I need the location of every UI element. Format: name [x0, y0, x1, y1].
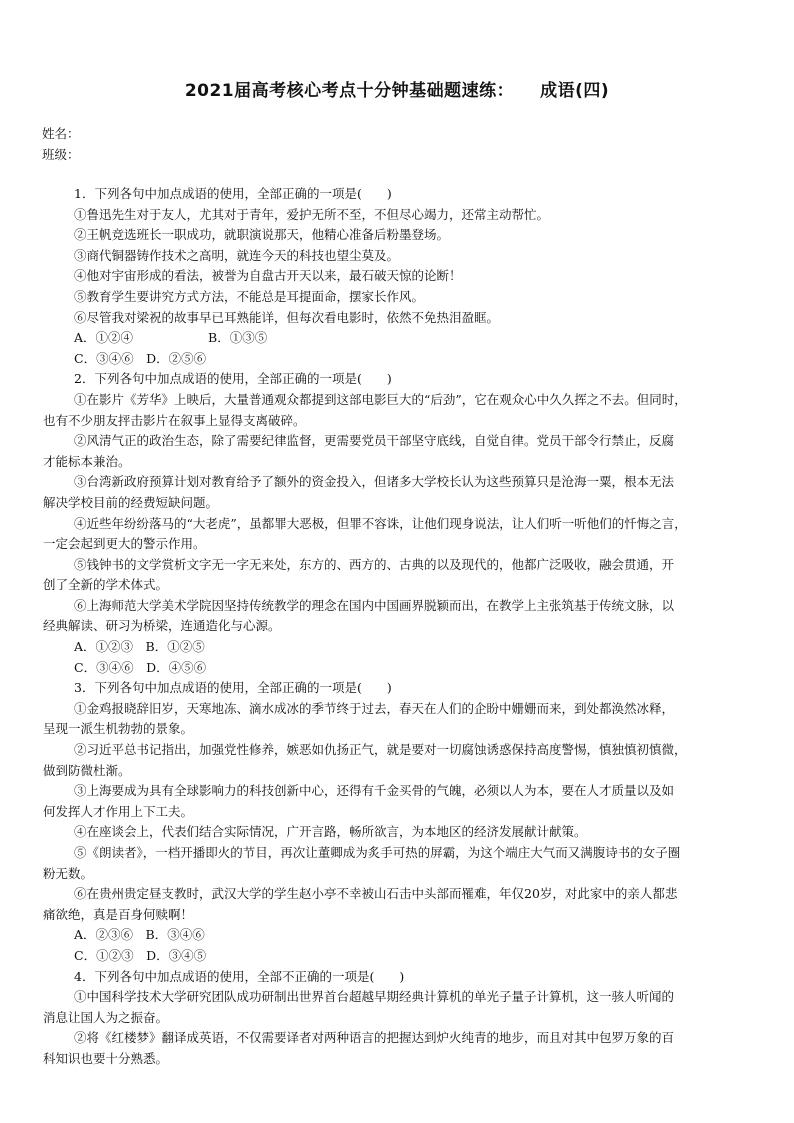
q2-sentence-4-cont: 一定会起到更大的警示作用。 — [43, 536, 206, 552]
q3-options-cd: C．①②③ D．③④⑤ — [74, 947, 207, 963]
q3-sentence-4: ④在座谈会上，代表们结合实际情况，广开言路，畅所欲言，为本地区的经济发展献计献策。 — [74, 824, 587, 840]
q3-sentence-5: ⑤《朗读者》，一档开播即火的节目，再次让董卿成为炙手可热的屏霸，为这个端庄大气而又满腹诗书的女子圈 — [74, 845, 681, 860]
q2-sentence-1-cont: 也有不少朋友抨击影片在叙事上显得支离破碎。 — [43, 412, 306, 428]
name-label: 姓名： — [42, 126, 80, 141]
q2-sentence-2-cont: 才能标本兼治。 — [43, 453, 131, 469]
class-label: 班级： — [42, 147, 80, 162]
q2-sentence-3: ③台湾新政府预算计划对教育给予了额外的资金投入，但诸多大学校长认为这些预算只是沧海一粟，根本无法 — [74, 474, 675, 490]
q2-options-ab: A．①②③ B．①②⑤ — [74, 639, 205, 655]
q2-sentence-5: ⑤钱钟书的文学赏析文字无一字无来处，东方的、西方的、古典的以及现代的，他都广泛吸收，融会贯通，开 — [74, 556, 675, 572]
student-info — [42, 123, 80, 165]
q1-sentence-2: ②王帆竞选班长一职成功，就职演说那天，他精心准备后粉墨登场。 — [74, 227, 450, 243]
q3-options-ab: A．②③⑥ B．③④⑥ — [74, 927, 205, 943]
page-title — [0, 76, 794, 101]
q3-sentence-6: ⑥在贵州贵定昼支教时，武汉大学的学生赵小亭不幸被山石击中头部而罹难，年仅20岁，对此家中的亲人都悲 — [74, 886, 678, 902]
q3-sentence-2-cont: 做到防微杜渐。 — [43, 762, 131, 778]
q4-sentence-2: ②将《红楼梦》翻译成英语，不仅需要译者对两种语言的把握达到炉火纯青的地步，而且对其中包罗万象的百 — [74, 1030, 675, 1046]
q1-sentence-1: ①鲁迅先生对于友人，尤其对于青年，爱护无所不至，不但尽心竭力，还常主动帮忙。 — [74, 206, 550, 222]
q4-sentence-1: ①中国科学技术大学研究团队成功研制出世界首台超越早期经典计算机的单光子量子计算机，这一骇人听闻的 — [74, 989, 675, 1005]
q2-sentence-6: ⑥上海师范大学美术学院因坚持传统教学的理念在国内中国画界脱颖而出，在教学上主张筑基于传统文脉，以 — [74, 597, 675, 613]
q2-sentence-2: ②风清气正的政治生态，除了需要纪律监督，更需要党员干部坚守底线，自觉自律。党员干部令行禁止，反腐 — [74, 433, 675, 449]
q3-sentence-1-cont: 呈现一派生机勃勃的景象。 — [43, 721, 194, 737]
q3-sentence-6-cont: 痛欲绝，真是百身何赎啊！ — [43, 906, 194, 922]
q3-sentence-2: ②习近平总书记指出，加强党性修养，嫉恶如仇扬正气，就是要对一切腐蚀诱惑保持高度警惕，慎独慎初慎微， — [74, 742, 687, 758]
question-3-stem: 3．下列各句中加点成语的使用，全部正确的一项是( ) — [74, 680, 392, 696]
q2-options-cd: C．③④⑥ D．④⑤⑥ — [74, 659, 207, 675]
q1-sentence-3: ③商代铜器铸作技术之高明，就连今天的科技也望尘莫及。 — [74, 247, 400, 263]
q3-sentence-3-cont: 何发挥人才作用上下工夫。 — [43, 803, 194, 819]
q4-sentence-2-cont: 科知识也要十分熟悉。 — [43, 1050, 169, 1066]
question-4-stem: 4．下列各句中加点成语的使用，全部不正确的一项是( ) — [74, 968, 405, 984]
q1-sentence-5: ⑤教育学生要讲究方式方法，不能总是耳提面命，摆家长作风。 — [74, 288, 425, 304]
title-main: 2021届高考核心考点十分钟基础题速练： — [184, 81, 515, 101]
question-1-stem: 1．下列各句中加点成语的使用，全部正确的一项是( ) — [74, 186, 392, 201]
question-2-stem: 2．下列各句中加点成语的使用，全部正确的一项是( ) — [74, 371, 392, 387]
q2-sentence-3-cont: 解决学校目前的经费短缺问题。 — [43, 494, 219, 510]
q3-sentence-5-cont: 粉无数。 — [43, 865, 94, 881]
q2-sentence-6-cont: 经典解读、研习为桥梁，连通造化与心源。 — [43, 618, 281, 634]
q1-options-cd: C．③④⑥ D．②⑤⑥ — [74, 350, 207, 366]
q1-sentence-4: ④他对宇宙形成的看法，被誉为自盘古开天以来，最石破天惊的论断！ — [74, 268, 462, 284]
q3-sentence-3: ③上海要成为具有全球影响力的科技创新中心，还得有千金买骨的气魄，必须以人为本，要在人才质量以及如 — [74, 783, 675, 799]
q3-sentence-1: ①金鸡报晓辞旧岁，天寒地冻、滴水成冰的季节终于过去，春天在人们的企盼中姗姗而来，到处都涣然冰释， — [74, 700, 675, 716]
question-list — [43, 184, 776, 1070]
q2-sentence-1: ①在影片《芳华》上映后，大量普通观众都提到这部电影巨大的“后劲”，它在观众心中久久挥之不去。但同时， — [74, 391, 687, 407]
title-sub: 成语(四) — [540, 81, 610, 101]
q1-sentence-6: ⑥尽管我对梁祝的故事早已耳熟能详，但每次看电影时，依然不免热泪盈眶。 — [74, 309, 500, 325]
q2-sentence-5-cont: 创了全新的学术体式。 — [43, 577, 169, 593]
q2-sentence-4: ④近些年纷纷落马的“大老虎”，虽都罪大恶极，但罪不容诛，让他们现身说法，让人们听一听他们的忏悔之言， — [74, 515, 687, 531]
q1-options-ab: A．①②④ B．①③⑤ — [74, 330, 268, 346]
q4-sentence-1-cont: 消息让国人为之振奋。 — [43, 1009, 169, 1025]
